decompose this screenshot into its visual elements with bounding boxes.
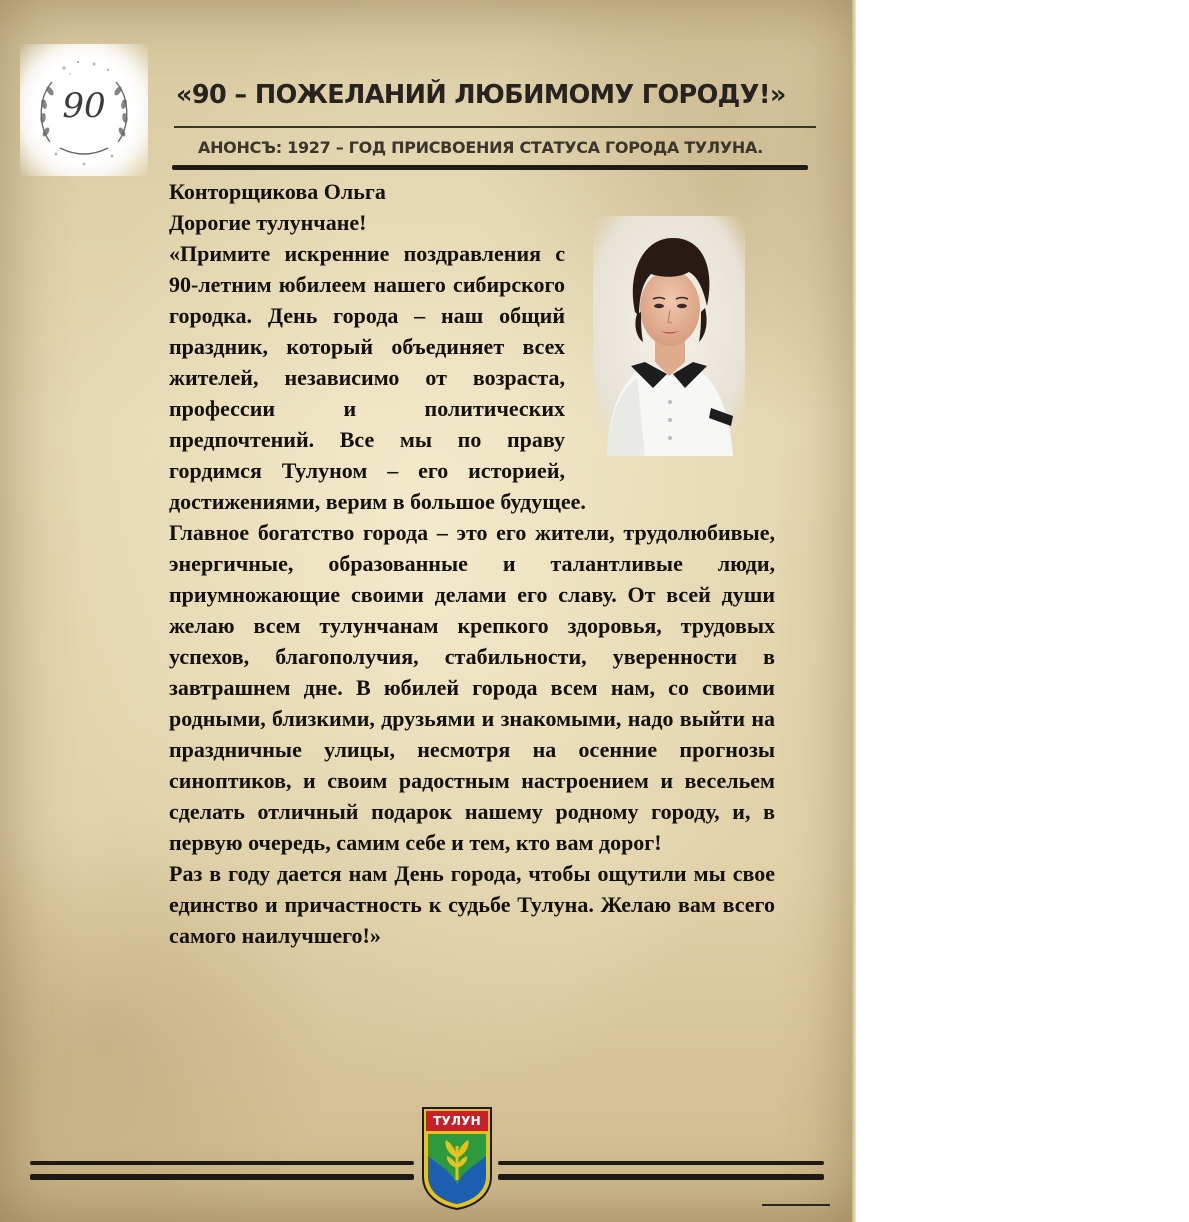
footer-lines-left bbox=[30, 1161, 414, 1181]
article-paragraph: Раз в году дается нам День города, чтобы ощутили мы свое единство и причастность к судьбе Тулуна. Желаю вам всего самого наилучшего!» bbox=[169, 861, 775, 948]
author-name: Конторщикова Ольга bbox=[169, 179, 386, 204]
logo-number: 90 bbox=[62, 86, 106, 126]
article-paragraph: «Примите искренние поздравления с 90-летним юбилеем нашего сибирского городка. День города – наш общий праздник, который объединяет всех жителей, независимо от возраста, профессии и политических предпочтений. Все мы по праву гордимся Тулуном – его историей, достижениями, верим в большое будущее. bbox=[169, 241, 586, 514]
greeting: Дорогие тулунчане! bbox=[169, 210, 367, 235]
anniversary-logo bbox=[20, 44, 148, 176]
header-divider bbox=[174, 126, 816, 128]
article-paragraph: Главное богатство города – это его жители, трудолюбивые, энергичные, образованные и талантливые люди, приумножающие своими делами его славу. От всей души желаю всем тулунчанам крепкого здоровья, трудовых успехов, благополучия, стабильности, уверенности в завтрашнем дне. В юбилей города всем нам, со своими родными, близкими, друзьями и знакомыми, надо выйти на праздничные улицы, несмотря на осенние прогнозы синоптиков, и своим радостным настроением и весельем сделать отличный подарок нашему родному городу, и, в первую очередь, самим себе и тем, кто вам дорог! bbox=[169, 520, 775, 855]
footer-lines-right bbox=[498, 1161, 824, 1181]
article-body bbox=[169, 238, 775, 951]
crest-label: ТУЛУН bbox=[433, 1114, 481, 1128]
tulun-coat-of-arms bbox=[420, 1106, 494, 1210]
page-title: «90 – ПОЖЕЛАНИЙ ЛЮБИМОМУ ГОРОДУ!» bbox=[176, 80, 786, 110]
announcement-line: АНОНСЪ: 1927 – ГОД ПРИСВОЕНИЯ СТАТУСА ГОРОДА ТУЛУНА. bbox=[198, 138, 763, 157]
corner-rule bbox=[762, 1204, 830, 1206]
header-divider-thick bbox=[172, 165, 808, 170]
author-photo bbox=[585, 238, 775, 486]
page-edge bbox=[852, 0, 856, 1222]
